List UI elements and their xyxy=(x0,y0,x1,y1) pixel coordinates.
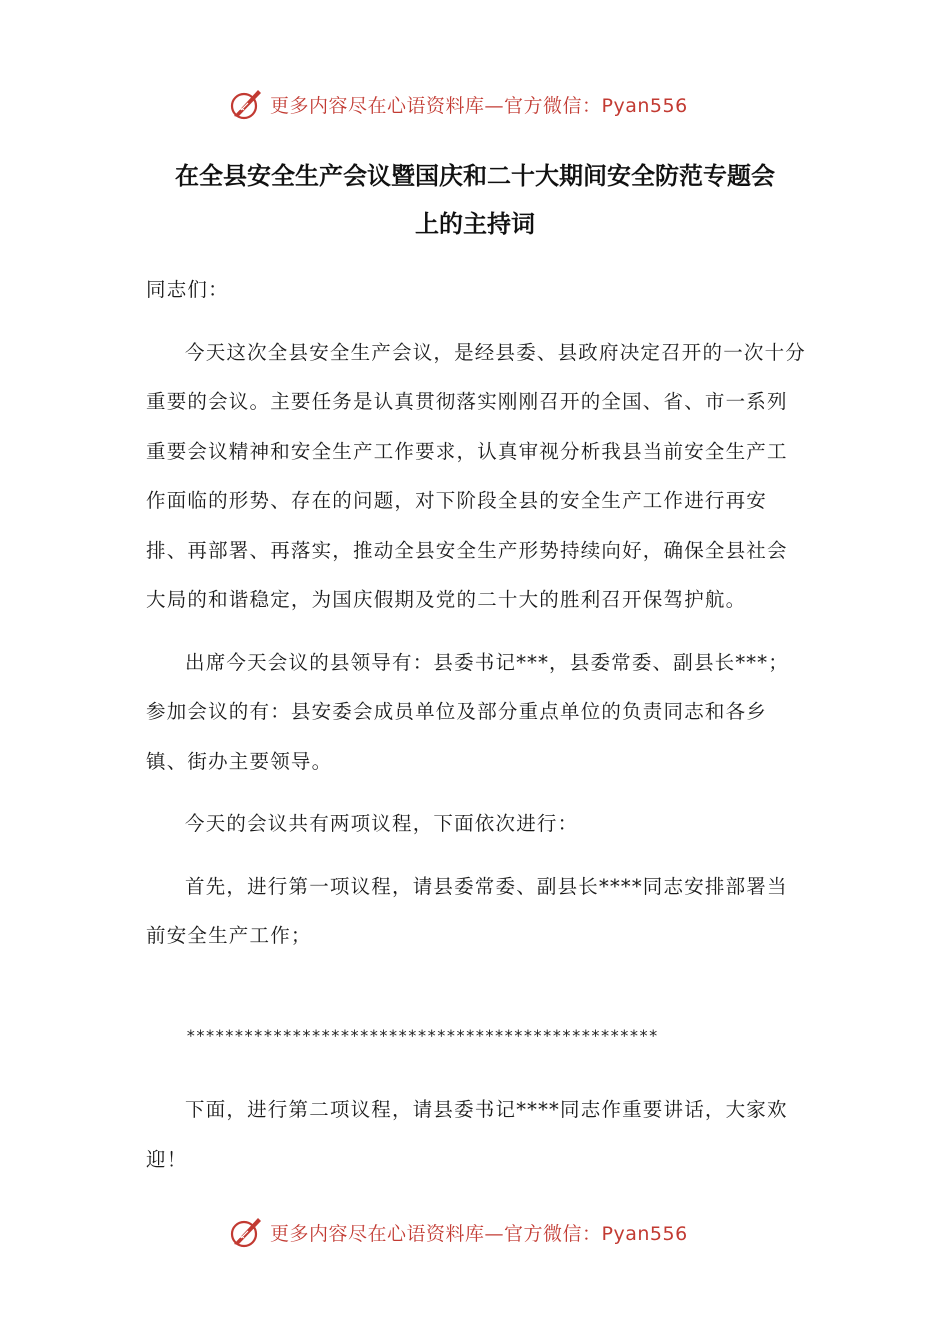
paragraph-4: 首先，进行第一项议程，请县委常委、副县长****同志安排部署当前安全生产工作； xyxy=(146,874,788,947)
salutation: 同志们： xyxy=(146,278,229,301)
footer-banner-label: 更多内容尽在心语资料库—官方微信： xyxy=(270,1222,602,1245)
paragraph-3: 今天的会议共有两项议程，下面依次进行： xyxy=(185,812,579,835)
header-banner xyxy=(228,84,688,124)
footer-banner-text xyxy=(270,1219,688,1246)
quill-pen-logo-icon xyxy=(228,1214,264,1250)
footer-banner xyxy=(228,1212,688,1252)
page-title-line-2: 上的主持词 xyxy=(415,209,535,238)
header-banner-label: 更多内容尽在心语资料库—官方微信： xyxy=(270,94,602,117)
header-banner-text xyxy=(270,91,688,118)
quill-pen-logo-icon xyxy=(228,86,264,122)
paragraph-2: 出席今天会议的县领导有：县委书记***，县委常委、副县长***；参加会议的有：县安委会成员单位及部分重点单位的负责同志和各乡镇、街办主要领导。 xyxy=(146,650,789,773)
paragraph-5: 下面，进行第二项议程，请县委书记****同志作重要讲话，大家欢迎！ xyxy=(146,1098,788,1171)
document-body xyxy=(146,265,807,1171)
paragraph-1: 今天这次全县安全生产会议，是经县委、县政府决定召开的一次十分重要的会议。主要任务是认真贯彻落实刚刚召开的全国、省、市一系列重要会议精神和安全生产工作要求，认真审视分析我县当前安全生产工作面临的形势、存在的问题，对下阶段全县的安全生产工作进行再安排、再部署、再落实，推动全县安全生产形势持续向好，确保全县社会大局的和谐稳定，为国庆假期及党的二十大的胜利召开保驾护航。 xyxy=(146,340,807,611)
footer-banner-handle: Pyan556 xyxy=(601,1222,688,1245)
page-title-line-1: 在全县安全生产会议暨国庆和二十大期间安全防范专题会 xyxy=(175,161,775,190)
separator-line: ************************************************* xyxy=(186,1026,659,1045)
header-banner-handle: Pyan556 xyxy=(601,94,688,117)
